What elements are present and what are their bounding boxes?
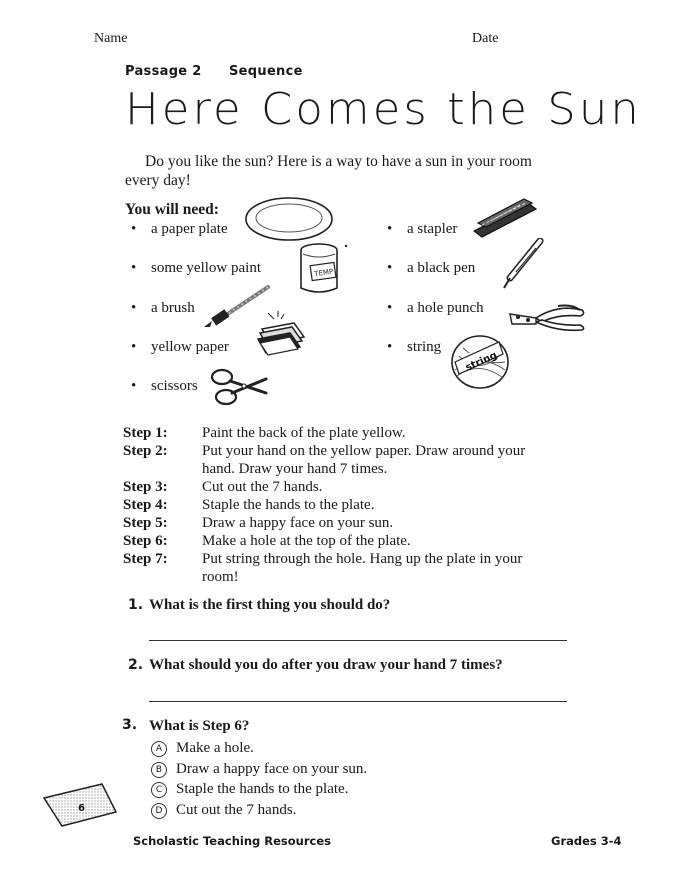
answer-line-2[interactable]: [149, 701, 567, 702]
materials-heading: You will need:: [125, 201, 219, 218]
step-row: Step 4: Staple the hands to the plate.: [123, 497, 375, 513]
string-ball-icon: [449, 332, 511, 392]
question-number: 2.: [128, 657, 144, 673]
choice-c[interactable]: C Staple the hands to the plate.: [151, 781, 348, 798]
question-number: 3.: [122, 717, 138, 733]
list-item: • some yellow paint: [131, 260, 261, 276]
step-row: Step 3: Cut out the 7 hands.: [123, 479, 323, 495]
question-text: What is the first thing you should do?: [149, 597, 391, 613]
date-label: Date: [472, 31, 499, 46]
choice-d[interactable]: D Cut out the 7 hands.: [151, 802, 296, 819]
svg-text:TEMP: TEMP: [313, 267, 334, 279]
question-text: What should you do after you draw your hand 7 times?: [149, 657, 503, 673]
list-item: • a black pen: [387, 260, 476, 276]
scissors-icon: [208, 367, 270, 407]
intro-paragraph: Do you like the sun? Here is a way to have a sun in your room every day!: [125, 153, 532, 189]
list-item: • a hole punch: [387, 300, 484, 316]
hole-punch-icon: [508, 298, 588, 342]
list-item: • scissors: [131, 378, 198, 394]
answer-line-1[interactable]: [149, 640, 567, 641]
list-item: • string: [387, 339, 442, 355]
paper-stack-icon: [256, 311, 310, 359]
choice-a[interactable]: A Make a hole.: [151, 740, 254, 757]
page-number-tag: [40, 782, 120, 830]
choice-b[interactable]: B Draw a happy face on your sun.: [151, 761, 367, 778]
page-title: Here Comes the Sun: [125, 84, 642, 135]
step-row: Step 1: Paint the back of the plate yellow.: [123, 425, 406, 441]
paper-plate-icon: [244, 195, 334, 243]
publisher-footer: Scholastic Teaching Resources: [133, 834, 331, 848]
step-row: Step 5: Draw a happy face on your sun.: [123, 515, 394, 531]
list-item: • a brush: [131, 300, 195, 316]
svg-text:string: string: [463, 350, 499, 374]
question-text: What is Step 6?: [149, 718, 250, 734]
paint-jar-icon: [294, 240, 354, 298]
name-label: Name: [94, 31, 128, 46]
step-row: Step 7: Put string through the hole. Hang up the plate in your room!: [123, 551, 523, 585]
question-number: 1.: [128, 597, 144, 613]
list-item: • a paper plate: [131, 221, 228, 237]
passage-label: Passage 2: [125, 64, 202, 79]
step-row: Step 6: Make a hole at the top of the plate.: [123, 533, 411, 549]
steps-list: [123, 424, 532, 586]
list-item: • yellow paper: [131, 339, 229, 355]
grades-footer: Grades 3-4: [551, 834, 622, 848]
pen-icon: [500, 238, 544, 290]
passage-topic: Sequence: [229, 64, 303, 79]
svg-text:6: 6: [78, 803, 85, 814]
stapler-icon: [470, 195, 540, 239]
list-item: • a stapler: [387, 221, 458, 237]
step-row: Step 2: Put your hand on the yellow paper. Draw around your hand. Draw your hand 7 times.: [123, 443, 526, 477]
